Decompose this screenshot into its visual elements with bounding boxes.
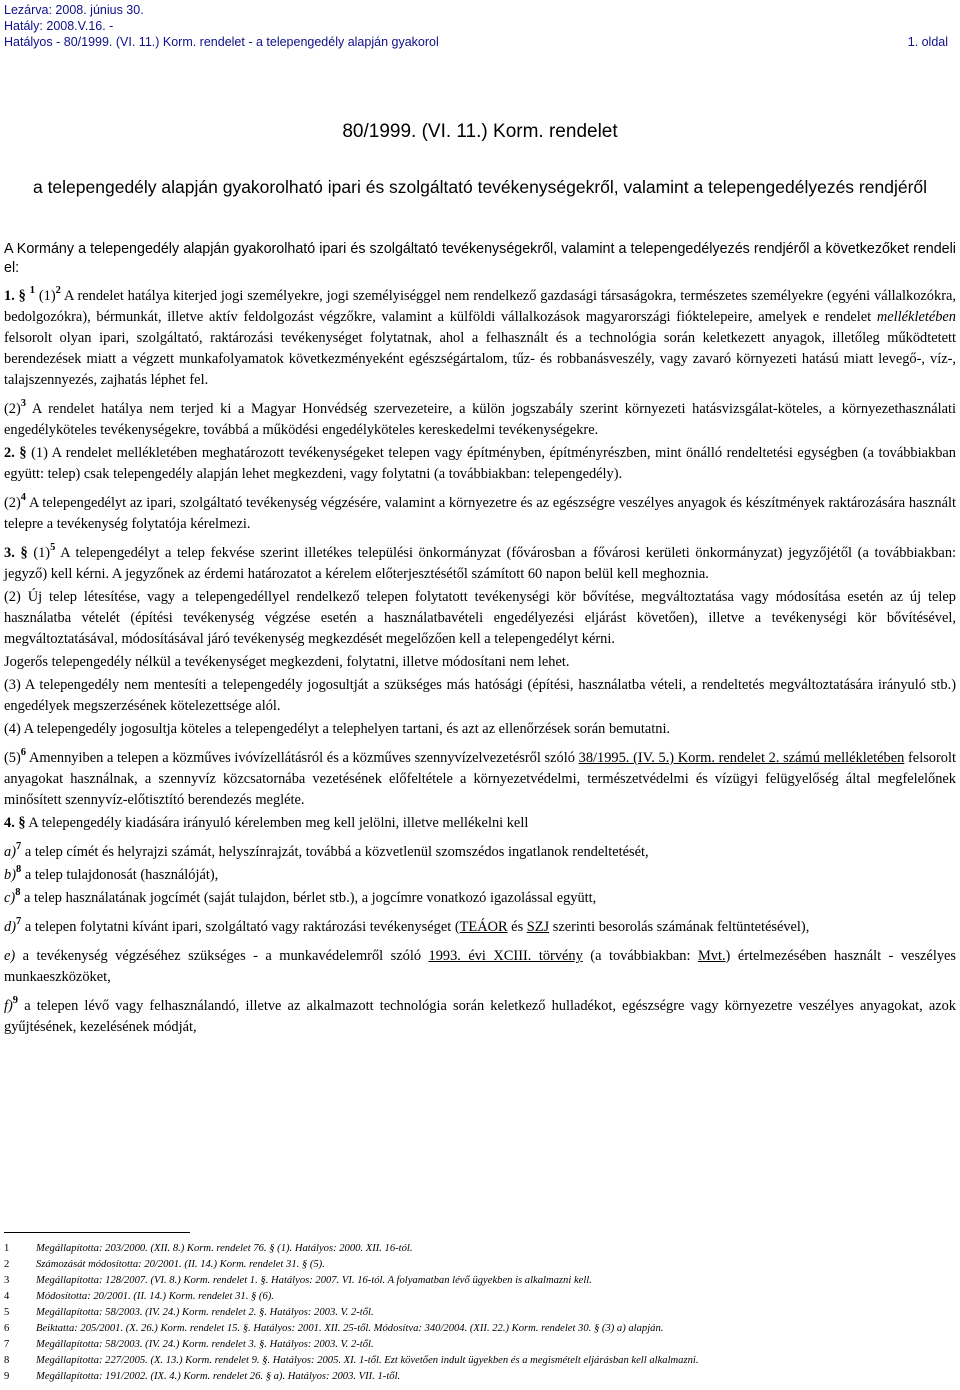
section-2-paragraph-2 [4, 493, 956, 535]
item-text: a telepen lévő vagy felhasználandó, illetve az alkalmazott technológia során keletkező hulladékot, egészségre vagy környezetre veszélyes anyagokat, azok gyűjtésének, kezelésének módját, [4, 998, 956, 1035]
decree-subject: a telepengedély alapján gyakorolható ipari és szolgáltató tevékenységekről, valamint a telepengedélyezés rendjéről [32, 177, 928, 197]
item-text: ) értelmezésében használt - veszélyes munkaeszközöket, [4, 948, 956, 985]
list-item-b [4, 865, 956, 886]
item-text: a telep címét és helyrajzi számát, helyszínrajzát, továbbá a közvetlenül szomszédos ingatlanok rendeltetését, [24, 844, 649, 860]
footnote-text: Megállapította: 128/2007. (VI. 8.) Korm. rendelet 1. §. Hatályos: 2007. VI. 16-tól. A folyamatban lévő ügyekben is alkalmazni kell. [36, 1275, 592, 1286]
paragraph-text: A rendelet hatálya kiterjed jogi személyekre, jogi személyiséggel nem rendelkező gazdasági társaságokra, természetes személyekre (egyéni vállalkozókra, bedolgozókra), bérmunkát, illetve aktív feldolgozást végzőkre, valamint a külföldi vállalkozások magyarországi fióktelepeire, amelyek e rendelet [4, 288, 956, 325]
paragraph-number: (1) [38, 288, 56, 304]
section-3-paragraph-2b: Jogerős telepengedély nélkül a tevékenységet megkezdeni, folytatni, illetve módosítani nem lehet. [4, 654, 570, 670]
footnote-9 [4, 1369, 956, 1385]
footnote-4 [4, 1289, 956, 1305]
item-text: és [507, 919, 527, 935]
item-label: c) [4, 890, 16, 906]
section-4-intro [4, 813, 956, 834]
law-link[interactable]: 38/1995. (IV. 5.) Korm. rendelet 2. számú mellékletében [578, 750, 905, 766]
document-body [4, 286, 956, 1040]
footnote-6 [4, 1321, 956, 1337]
footnote-ref[interactable]: 7 [16, 841, 22, 852]
list-item-c [4, 888, 956, 909]
paragraph-number: (2) [4, 401, 21, 417]
paragraph-number: (1) [33, 545, 51, 561]
section-number: 3. [4, 545, 15, 561]
footnote-2 [4, 1257, 956, 1273]
footnote-number: 6 [4, 1323, 10, 1334]
closing-date: Lezárva: 2008. június 30. [4, 3, 144, 17]
footnote-3 [4, 1273, 956, 1289]
footnote-text: Megállapította: 58/2003. (IV. 24.) Korm. rendelet 3. §. Hatályos: 2003. V. 2-től. [36, 1339, 374, 1350]
footnote-ref[interactable]: 7 [16, 916, 22, 927]
annex-reference: mellékletében [876, 309, 956, 325]
footnote-ref[interactable]: 6 [20, 747, 27, 758]
item-text: a telep használatának jogcímét (saját tulajdon, bérlet stb.), a jogcímre vonatkozó igazolással együtt, [24, 890, 597, 906]
footnote-ref[interactable]: 2 [55, 285, 61, 296]
footnote-number: 3 [4, 1275, 10, 1286]
item-text: a tevékenység végzéséhez szükséges - a munkavédelemről szóló [22, 948, 429, 964]
teaor-link[interactable]: TEÁOR [459, 919, 508, 935]
section-number: 1. [4, 288, 15, 304]
item-text: szerinti besorolás számának feltüntetésével), [549, 919, 810, 935]
paragraph-text: A telepengedélyt az ipari, szolgáltató tevékenység végzésére, valamint a környezetre és az egészségre veszélyes anyagok és készítmények raktározására használt telepre a tevékenység folytatója kérelmezi. [4, 495, 956, 532]
section-mark: § [20, 545, 28, 561]
footnote-text: Megállapította: 58/2003. (IV. 24.) Korm. rendelet 2. §. Hatályos: 2003. V. 2-től. [36, 1307, 374, 1318]
paragraph-text: (1) A rendelet mellékletében meghatározott tevékenységeket telepen vagy építményben, építményrészben, mint önálló rendeltetési egységben (a továbbiakban együtt: telep) csak telepengedély alapján lehet megkezdeni, vagy folytatni (a továbbiakban: telepengedély). [4, 445, 956, 482]
item-label: e) [4, 948, 16, 964]
footnote-ref[interactable]: 8 [15, 887, 21, 898]
footnote-8 [4, 1353, 956, 1369]
section-3-paragraph-5 [4, 748, 956, 811]
item-text: a telep tulajdonosát (használóját), [24, 867, 219, 883]
footnote-text: Megállapította: 191/2002. (IX. 4.) Korm. rendelet 26. § a). Hatályos: 2003. VII. 1-től. [36, 1371, 401, 1382]
list-item-d [4, 917, 956, 938]
footnote-ref[interactable]: 3 [20, 398, 27, 409]
list-item-a [4, 842, 956, 863]
section-1-paragraph-1 [4, 286, 956, 391]
footnote-number: 2 [4, 1259, 10, 1270]
paragraph-text: A telepengedély kiadására irányuló kérelemben meg kell jelölni, illetve mellékelni kell [28, 815, 529, 831]
item-text: a telepen folytatni kívánt ipari, szolgáltató vagy raktározási tevékenységet ( [24, 919, 460, 935]
item-label: b) [4, 867, 16, 883]
paragraph-text: A telepengedélyt a telep fekvése szerint illetékes települési önkormányzat (fővárosban a fővárosi kerületi önkormányzat) jegyzőjétől (a továbbiakban: jegyző) kell kérni. A jegyzőnek az érdemi határozatot a kérelem előterjesztésétől számított 60 napon belül kell meghoznia. [4, 545, 957, 582]
footnote-1 [4, 1241, 956, 1257]
footnote-5 [4, 1305, 956, 1321]
decree-number: 80/1999. (VI. 11.) Korm. rendelet [342, 121, 618, 142]
section-mark: § [18, 815, 26, 831]
footnote-separator [4, 1232, 190, 1233]
list-item-f [4, 996, 956, 1038]
footnote-number: 5 [4, 1307, 10, 1318]
section-mark: § [18, 288, 26, 304]
footnotes [4, 1241, 956, 1385]
footnote-text: Módosította: 20/2001. (II. 14.) Korm. rendelet 31. § (6). [36, 1291, 274, 1302]
footnote-text: Számozását módosította: 20/2001. (II. 14.) Korm. rendelet 31. § (5). [36, 1259, 325, 1270]
page-header [4, 2, 956, 50]
section-number: 2. [4, 445, 15, 461]
section-3-paragraph-2: (2) Új telep létesítése, vagy a telepengedéllyel rendelkező telepen folytatott tevékenységi kör bővítése, megváltoztatása vagy módosítása esetén az új telep használatba vételét (építési tevékenység végzése esetén a használatbavételi engedélyezési eljárást követően), illetve a tevékenységi kör bővítésével, megváltoztatásával, módosításával járó tevékenység megkezdését megelőzően kell a telepengedélyt kérni. [4, 589, 956, 647]
section-number: 4. [4, 815, 15, 831]
footnote-text: Beiktatta: 205/2001. (X. 26.) Korm. rendelet 15. §. Hatályos: 2001. XII. 25-től. Módosítva: 340/2004. (XII. 22.) Korm. rendelet 30. § (3) a) alapján. [36, 1323, 664, 1334]
szj-link[interactable]: SZJ [526, 919, 550, 935]
footnote-text: Megállapította: 203/2000. (XII. 8.) Korm. rendelet 76. § (1). Hatályos: 2000. XII. 16-tól. [36, 1243, 413, 1254]
footnote-ref[interactable]: 9 [12, 995, 19, 1006]
mvt-link[interactable]: Mvt. [697, 948, 726, 964]
section-3-paragraph-4: (4) A telepengedély jogosultja köteles a telepengedélyt a telephelyen tartani, és azt az ellenőrzések során bemutatni. [4, 721, 671, 737]
section-mark: § [19, 445, 27, 461]
footnote-ref[interactable]: 4 [20, 492, 27, 503]
section-2-paragraph-1 [4, 443, 956, 485]
footnote-number: 1 [4, 1243, 10, 1254]
footnote-7 [4, 1337, 956, 1353]
item-label: f) [4, 998, 13, 1014]
footnote-ref[interactable]: 8 [16, 864, 22, 875]
item-label: a) [4, 844, 16, 860]
paragraph-text: A rendelet hatálya nem terjed ki a Magyar Honvédség szervezeteire, a külön jogszabály szerint környezeti hatásvizsgálat-köteles, a környezethasználati engedélyköteles tevékenységekre, továbbá a működési engedélyköteles kereskedelmi tevékenységekre. [4, 401, 956, 438]
effect-date: Hatály: 2008.V.16. - [4, 19, 114, 33]
page-number: 1. oldal [907, 35, 948, 49]
footnote-number: 9 [4, 1371, 10, 1382]
footnote-number: 4 [4, 1291, 10, 1302]
paragraph-text: Amennyiben a telepen a közműves ivóvízellátásról és a közműves szennyvízelvezetésről szóló [28, 750, 575, 766]
footnote-text: Megállapította: 227/2005. (X. 13.) Korm. rendelet 9. §. Hatályos: 2005. XI. 1-től. Ezt követően indult ügyekben és a megismételt eljárásban kell alkalmazni. [36, 1355, 699, 1366]
preamble: A Kormány a telepengedély alapján gyakorolható ipari és szolgáltató tevékenységekről, valamint a telepengedélyezés rendjéről a következőket rendeli el: [4, 241, 956, 276]
paragraph-text: felsorolt olyan ipari, szolgáltató, raktározási tevékenységet folytatnak, ahol a felhasznált és a technológia során keletkezett anyagok, illetőleg működtetett berendezések miatt a végzett munkafolyamatok következményeként egészségártalom, tűz- és robbanásveszély, vagy zavaró környezeti hatású miatt levegő-, víz-, talajszennyezés, zajhatás léphet fel. [4, 330, 956, 388]
paragraph-number: (2) [4, 495, 21, 511]
section-3-paragraph-1 [4, 543, 956, 585]
document-reference: Hatályos - 80/1999. (VI. 11.) Korm. rendelet - a telepengedély alapján gyakorol [4, 35, 439, 49]
footnote-ref[interactable]: 5 [50, 542, 56, 553]
law-link[interactable]: 1993. évi XCIII. törvény [428, 948, 583, 964]
footnote-number: 8 [4, 1355, 10, 1366]
item-text: (a továbbiakban: [582, 948, 698, 964]
list-item-e [4, 946, 956, 988]
item-label: d) [4, 919, 16, 935]
footnote-ref[interactable]: 1 [29, 285, 35, 296]
section-1-paragraph-2 [4, 399, 956, 441]
footnote-number: 7 [4, 1339, 10, 1350]
paragraph-number: (5) [4, 750, 21, 766]
section-3-paragraph-3: (3) A telepengedély nem mentesíti a telepengedély jogosultját a szükséges más hatósági (építési, használatba vételi, a rendeltetés megváltoztatására irányuló stb.) engedélyek megszerzésének kötelezettsége alól. [4, 677, 956, 714]
paragraph-text: felsorolt anyagokat használnak, a szennyvíz közcsatornába vezetésének előfeltétele a környezetvédelmi, természetvédelmi és vízügyi felügyelőség által megfelelőnek minősített szennyvíz-előtisztító berendezés megléte. [4, 750, 956, 808]
